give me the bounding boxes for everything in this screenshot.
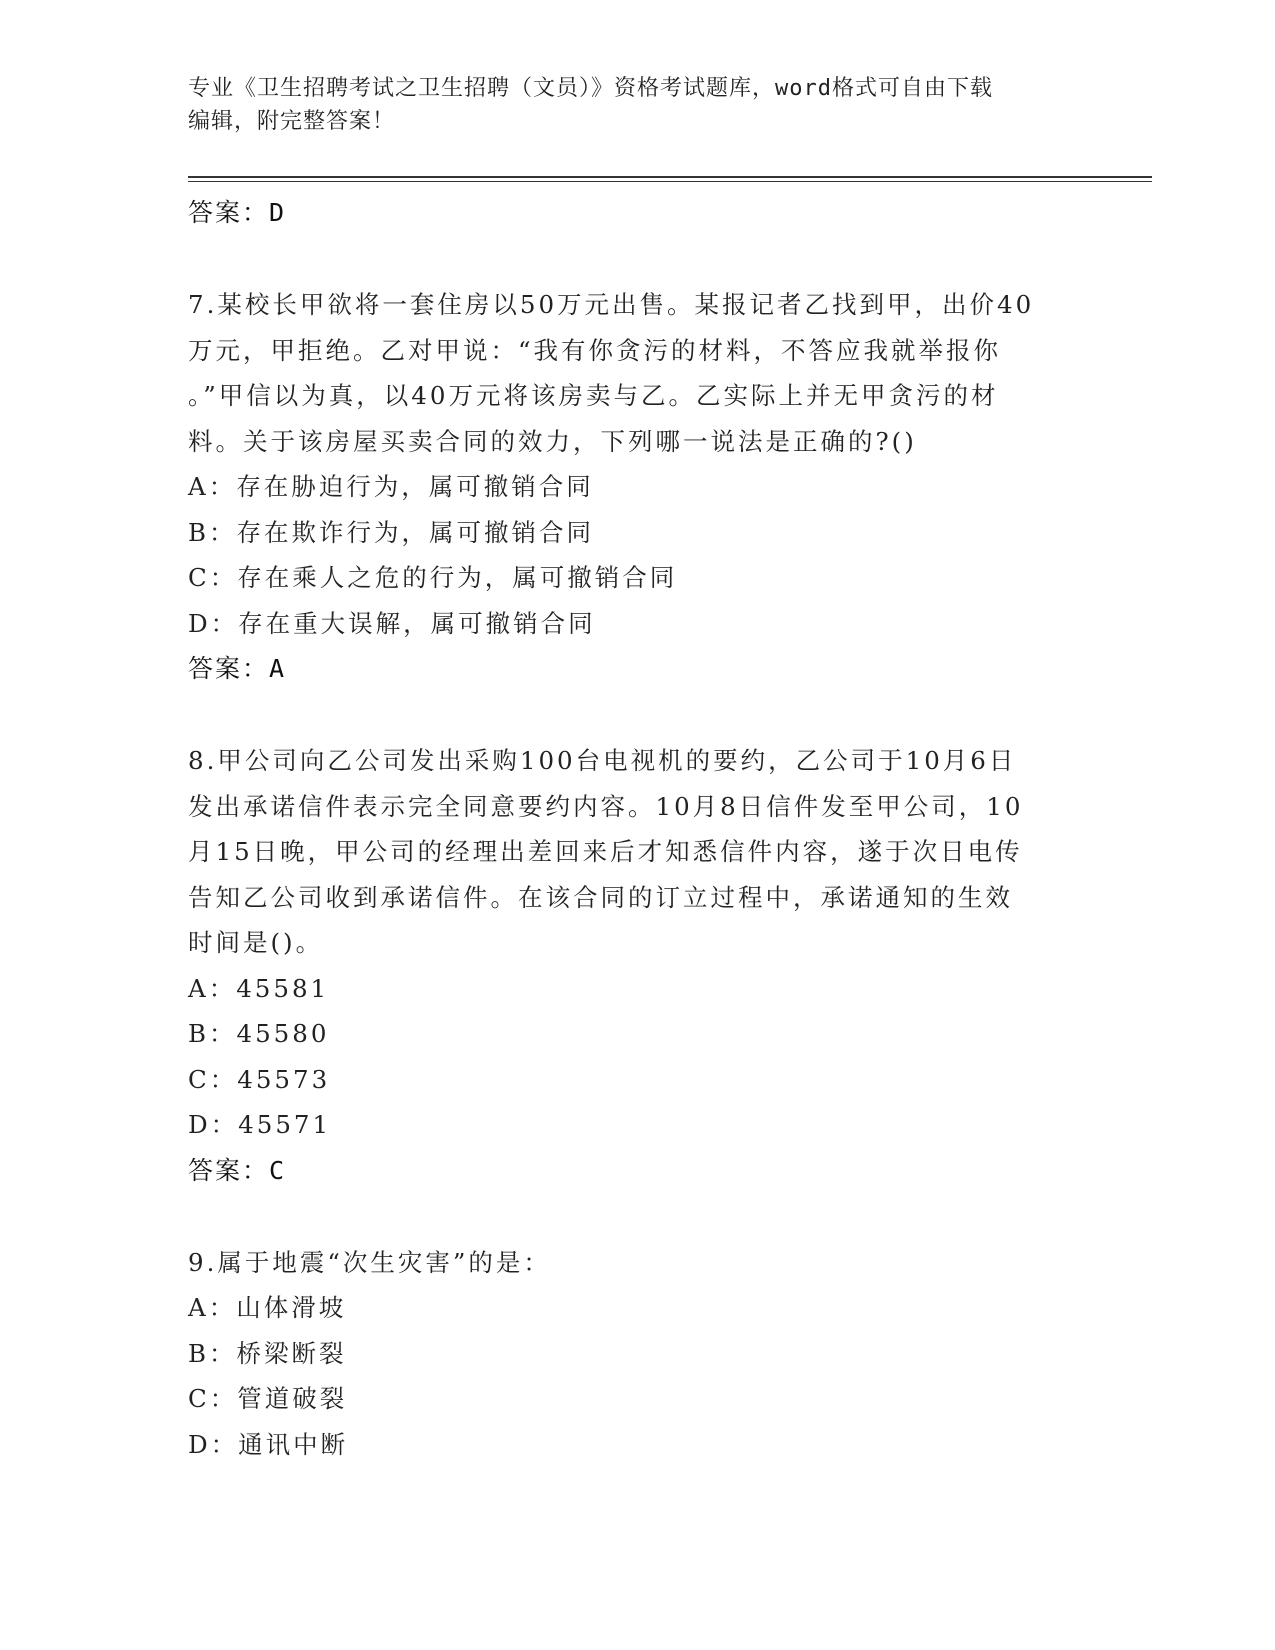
page-header: [188, 72, 1068, 138]
question-7-option-b: B：存在欺诈行为，属可撤销合同: [188, 517, 595, 547]
spacer: [188, 236, 1088, 282]
question-8-answer: 答案：C: [188, 1155, 287, 1185]
question-7-line-1: 7.某校长甲欲将一套住房以50万元出售。某报记者乙找到甲，出价40: [188, 290, 1035, 319]
document-body: [188, 190, 1088, 1467]
question-7: [188, 282, 1088, 692]
question-8-line-1: 8.甲公司向乙公司发出采购100台电视机的要约，乙公司于10月6日: [188, 746, 1017, 775]
question-8-option-a: A：45581: [188, 973, 330, 1003]
answer-previous: 答案：D: [188, 198, 287, 227]
question-8-option-d: D：45571: [188, 1110, 332, 1139]
question-8-line-5: 时间是()。: [188, 928, 324, 957]
question-9: [188, 1240, 1088, 1468]
question-7-line-4: 料。关于该房屋买卖合同的效力，下列哪一说法是正确的?(): [188, 426, 917, 456]
question-7-option-c: C：存在乘人之危的行为，属可撤销合同: [188, 563, 678, 592]
header-line-1: 专业《卫生招聘考试之卫生招聘（文员）》资格考试题库，word格式可自由下载: [188, 76, 993, 101]
question-8: [188, 738, 1088, 1194]
question-7-option-d: D：存在重大误解，属可撤销合同: [188, 608, 596, 638]
spacer: [188, 1194, 1088, 1240]
question-7-line-3: 。”甲信以为真，以40万元将该房卖与乙。乙实际上并无甲贪污的材: [188, 381, 999, 410]
question-8-line-4: 告知乙公司收到承诺信件。在该合同的订立过程中，承诺通知的生效: [188, 882, 1013, 912]
question-8-option-b: B：45580: [188, 1019, 330, 1048]
spacer: [188, 692, 1088, 738]
header-divider-thick: [188, 176, 1152, 178]
header-divider-thin: [188, 181, 1152, 182]
question-9-option-c: C：管道破裂: [188, 1384, 348, 1413]
question-9-option-a: A：山体滑坡: [188, 1293, 347, 1322]
question-9-option-d: D：通讯中断: [188, 1429, 349, 1459]
question-7-answer: 答案：A: [188, 654, 287, 683]
question-7-option-a: A：存在胁迫行为，属可撤销合同: [188, 472, 594, 501]
question-9-option-b: B：桥梁断裂: [188, 1338, 347, 1368]
header-line-2: 编辑，附完整答案！: [188, 109, 396, 134]
question-7-line-2: 万元，甲拒绝。乙对甲说：“我有你贪污的材料，不答应我就举报你: [188, 335, 1002, 365]
question-8-line-2: 发出承诺信件表示完全同意要约内容。10月8日信件发至甲公司，10: [188, 791, 1024, 821]
question-8-option-c: C：45573: [188, 1064, 331, 1094]
question-8-line-3: 月15日晚，甲公司的经理出差回来后才知悉信件内容，遂于次日电传: [188, 837, 1023, 866]
question-9-line-1: 9.属于地震“次生灾害”的是：: [188, 1247, 551, 1277]
